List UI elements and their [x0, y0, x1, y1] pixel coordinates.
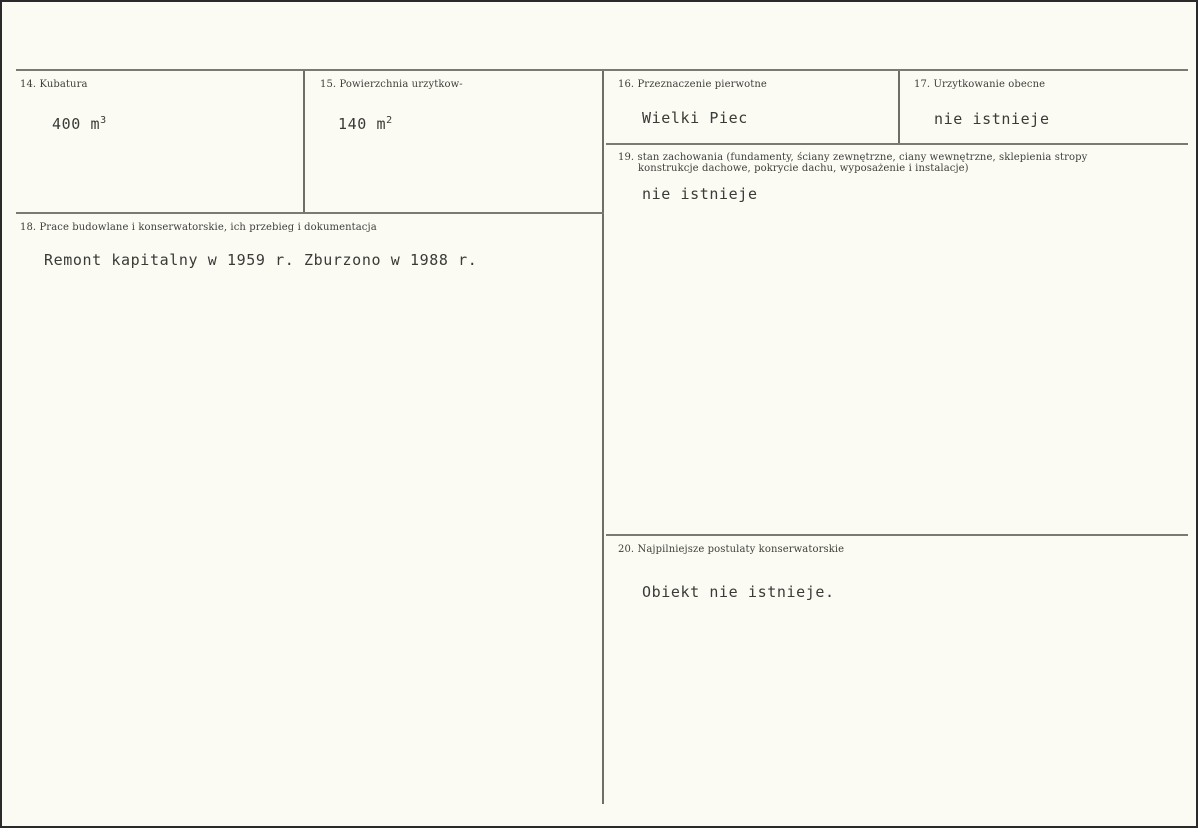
record-card [2, 2, 1196, 826]
divider-14-15 [303, 71, 305, 214]
kubatura-number: 400 m [52, 115, 101, 133]
rule-above-20 [606, 534, 1188, 536]
przeznaczenie-label: 16. Przeznaczenie pierwotne [618, 79, 767, 90]
prace-label: 18. Prace budowlane i konserwatorskie, ich przebieg i dokumentacja [20, 222, 377, 233]
przeznaczenie-value: Wielki Piec [642, 109, 748, 127]
uzytkowanie-value: nie istnieje [934, 110, 1050, 128]
rule-under-14-15 [16, 212, 604, 214]
stan-label-line1: 19. stan zachowania (fundamenty, ściany zewnętrzne, ciany wewnętrzne, sklepienia stropy [618, 152, 1088, 163]
powierzchnia-label: 15. Powierzchnia urzytkow- [320, 79, 463, 90]
divider-16-17 [898, 71, 900, 144]
uzytkowanie-label: 17. Urzytkowanie obecne [914, 79, 1046, 90]
powierzchnia-number: 140 m [338, 115, 387, 133]
postulaty-label: 20. Najpilniejsze postulaty konserwatorskie [618, 544, 845, 555]
stan-label-line2: konstrukcje dachowe, pokrycie dachu, wyposażenie i instalacje) [638, 163, 969, 174]
postulaty-value: Obiekt nie istnieje. [642, 583, 835, 601]
kubatura-exponent: 3 [100, 115, 107, 126]
rule-under-16-17 [606, 143, 1188, 145]
prace-value: Remont kapitalny w 1959 r. Zburzono w 1988 r. [44, 251, 478, 269]
powierzchnia-value [338, 115, 393, 133]
kubatura-label: 14. Kubatura [20, 79, 88, 90]
main-column-divider [602, 71, 604, 804]
kubatura-value [52, 115, 107, 133]
powierzchnia-exponent: 2 [386, 115, 393, 126]
stan-value: nie istnieje [642, 185, 758, 203]
